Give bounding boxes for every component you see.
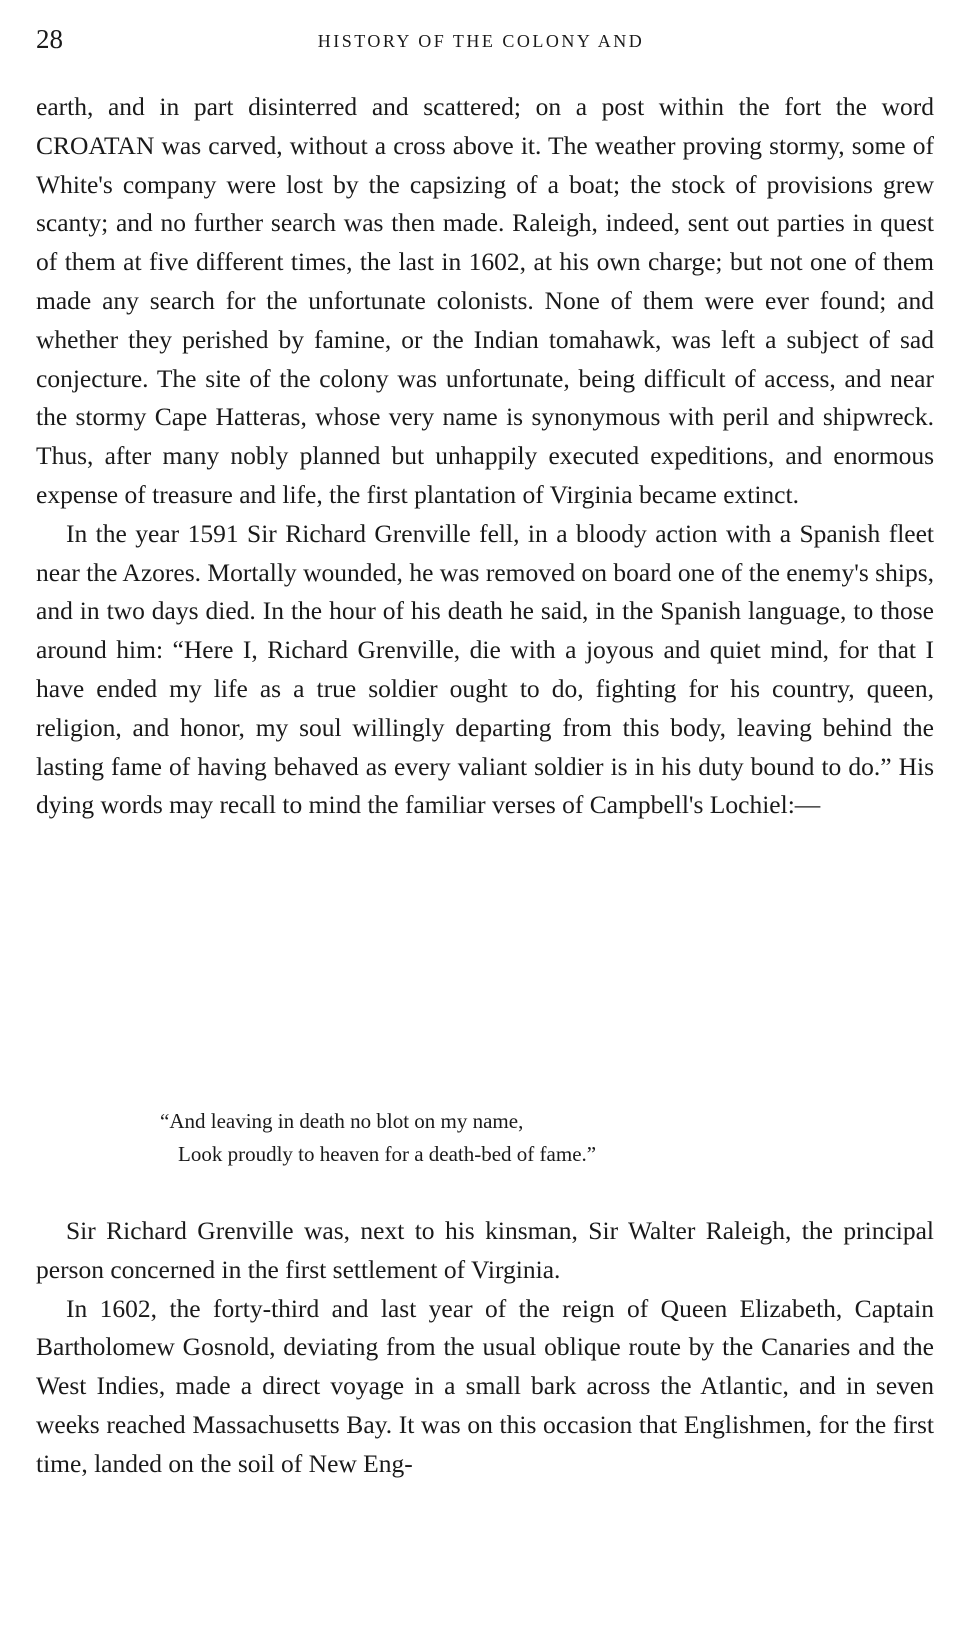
paragraph-continued: earth, and in part disinterred and scattered; on a post within the fort the word CROATAN was carved, without a cross above it. The weather proving stormy, some of White's company were lost by the capsizing of a boat; the stock of provisions grew scanty; and no further search was then made. Raleigh, indeed, sent out parties in quest of them at five different times, the last in 1602, at his own charge; but not one of them made any search for the unfortunate colonists. None of them were ever found; and whether they perished by famine, or the Indian tomahawk, was left a subject of sad conjecture. The site of the colony was unfortunate, being difficult of access, and near the stormy Cape Hatteras, whose very name is synonymous with peril and shipwreck. Thus, after many nobly planned but unhappily executed expeditions, and enormous expense of treasure and life, the first plantation of Virginia became extinct. (36, 92, 934, 509)
verse-line-2: Look proudly to heaven for a death-bed of fame.” (178, 1142, 597, 1166)
text-block-before-quote (36, 88, 934, 825)
paragraph-grenville-kinsman: Sir Richard Grenville was, next to his kinsman, Sir Walter Raleigh, the principal person concerned in the first settlement of Virginia. (36, 1216, 934, 1284)
text-block-after-quote (36, 1212, 934, 1484)
page-number: 28 (36, 24, 63, 54)
paragraph-gosnold-voyage: In 1602, the forty-third and last year of the reign of Queen Elizabeth, Captain Bartholomew Gosnold, deviating from the usual oblique route by the Canaries and the West Indies, made a direct voyage in a small bark across the Atlantic, and in seven weeks reached Massachusetts Bay. It was on this occasion that Englishmen, for the first time, landed on the soil of New Eng- (36, 1293, 934, 1478)
verse-line-1: “And leaving in death no blot on my name, (160, 1109, 524, 1133)
paragraph-grenville-death: In the year 1591 Sir Richard Grenville fell, in a bloody action with a Spanish fleet near the Azores. Mortally wounded, he was removed on board one of the enemy's ships, and in two days died. In the hour of his death he said, in the Spanish language, to those around him: “Here I, Richard Grenville, die with a joyous and quiet mind, for that I have ended my life as a true soldier ought to do, fighting for his country, queen, religion, and honor, my soul willingly departing from this body, leaving behind the lasting fame of having behaved as every valiant soldier is in his duty bound to do.” His dying words may recall to mind the familiar verses of Campbell's Lochiel:— (36, 518, 934, 820)
running-head: HISTORY OF THE COLONY AND (317, 31, 645, 51)
page-header (36, 22, 926, 58)
verse-quotation (160, 1105, 596, 1171)
